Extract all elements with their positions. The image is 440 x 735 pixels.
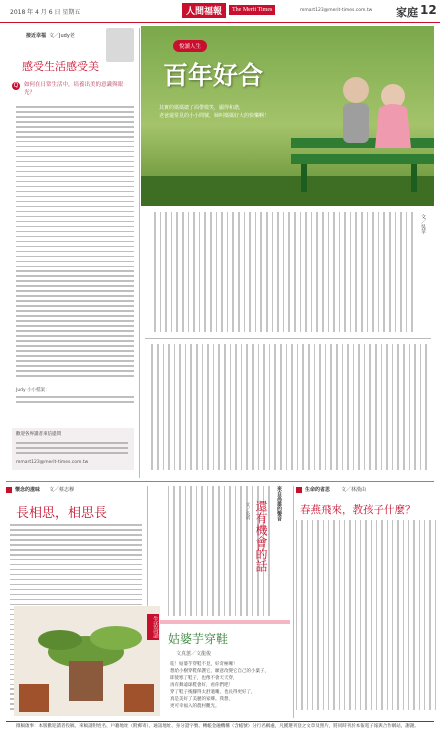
logo-cn: 人間福報 [182, 3, 226, 18]
footer-notice [6, 721, 434, 733]
section-b-author: 文／吳明 [245, 502, 250, 520]
poem-line: 再有舞遠球鞋會好，看你們吧！ [170, 683, 233, 688]
poem-lines [170, 661, 269, 710]
column-question: 如何在日常生活中，培養出美的意識與眼光？ [24, 82, 124, 96]
poem-pink-strip [150, 620, 290, 624]
logo-en: The Merit Times [229, 5, 275, 15]
email-url: mmart123@merit-times.com.tw [300, 8, 373, 13]
column-left [6, 28, 136, 478]
feature-deck-1: 其實的媽媽總了面帶微笑，顯得和諧， [159, 105, 245, 111]
section-a-title: 長相思，相思長 [16, 506, 108, 521]
section-b-body [150, 486, 270, 616]
section-a-label: 懷念的滋味 文／蔡志穆 [6, 486, 74, 493]
section-c-author: 文／林漢由 [341, 487, 367, 493]
poem-line: 哇！姑婆芋穿鞋不見，好奇極囉！ [170, 662, 238, 667]
section-b [150, 486, 290, 620]
poem-line: 真是美好了美麗的家鄉。我想， [170, 697, 233, 702]
masthead-logo [182, 2, 275, 18]
section-name: 家庭 [396, 6, 418, 19]
question-badge: Q [13, 82, 19, 89]
poem-line: 想給小樹穿鞋保護它，願意改變它自己的小葉子， [170, 669, 269, 674]
section-c [296, 486, 436, 718]
footer-text: 徵稿啟事：本版歡迎讀者投稿，來稿請附姓名、戶籍地址（附郵寄）、通訊地址、身分證字號、轉帳金融機構（含帳號）分行名稱處，凡獲選刊登之文章及照片，將同時刊於本報電子報與合作網站，謝謝。 [16, 724, 419, 729]
section-a-author: 文／蔡志穆 [49, 487, 75, 493]
page-number: 12 [420, 3, 437, 17]
invite-email[interactable]: mmart123@merit-times.com.tw [16, 460, 89, 465]
section-b-label: 來自高雄的聲音 [276, 486, 282, 521]
invite-text: 歡迎各界讀者來信提問 [16, 432, 61, 437]
column-author: 文／Judy老 [49, 33, 75, 39]
column-title: 感受生活感受美 [22, 60, 99, 73]
column-body-text [16, 106, 134, 380]
issue-date: 2018 年 4 月 6 日 星期五 [10, 9, 81, 16]
feature-author: 文／吳苹 [420, 214, 426, 234]
invite-box [12, 428, 134, 470]
poem-block [162, 628, 290, 718]
section-b-title: 還有機會的話 [254, 500, 268, 572]
feature-deck-2: 老爸還常見的小小問號，婦叫媽媽好大的快樂啊！ [159, 113, 270, 119]
author-bio: Judy 小小檔案： [16, 388, 50, 393]
feature-photo [141, 26, 434, 206]
taro-plant-illustration [14, 606, 160, 716]
poem-line: 即使寒了鞋子，也像不會天天穿， [170, 676, 238, 681]
poem-kicker: 生活詩話 [147, 614, 159, 640]
feature-kicker: 悅讀人生 [173, 40, 207, 52]
feature-title: 百年好合 [163, 61, 264, 90]
poem-line: 穿了鞋子後腳得太舒適嘍，也長得更好了， [170, 690, 256, 695]
poem-title: 姑婆芋穿鞋 [168, 632, 229, 646]
poem-author: 文真蕙／文龍俊 [176, 651, 212, 657]
feature-body [145, 212, 431, 474]
section-c-title: 春燕飛來，教孩子什麼？ [300, 504, 416, 516]
section-c-body [296, 520, 436, 710]
header-bar [0, 0, 440, 23]
poem-line: 更可幸福入的農村觀光。 [170, 704, 220, 709]
bio-text [16, 396, 134, 406]
author-avatar [106, 28, 134, 62]
plant-photo [14, 606, 160, 716]
column-label: 接近幸福 文／Judy老 [26, 33, 75, 39]
section-c-label: 生命的省思 文／林漢由 [296, 486, 366, 493]
